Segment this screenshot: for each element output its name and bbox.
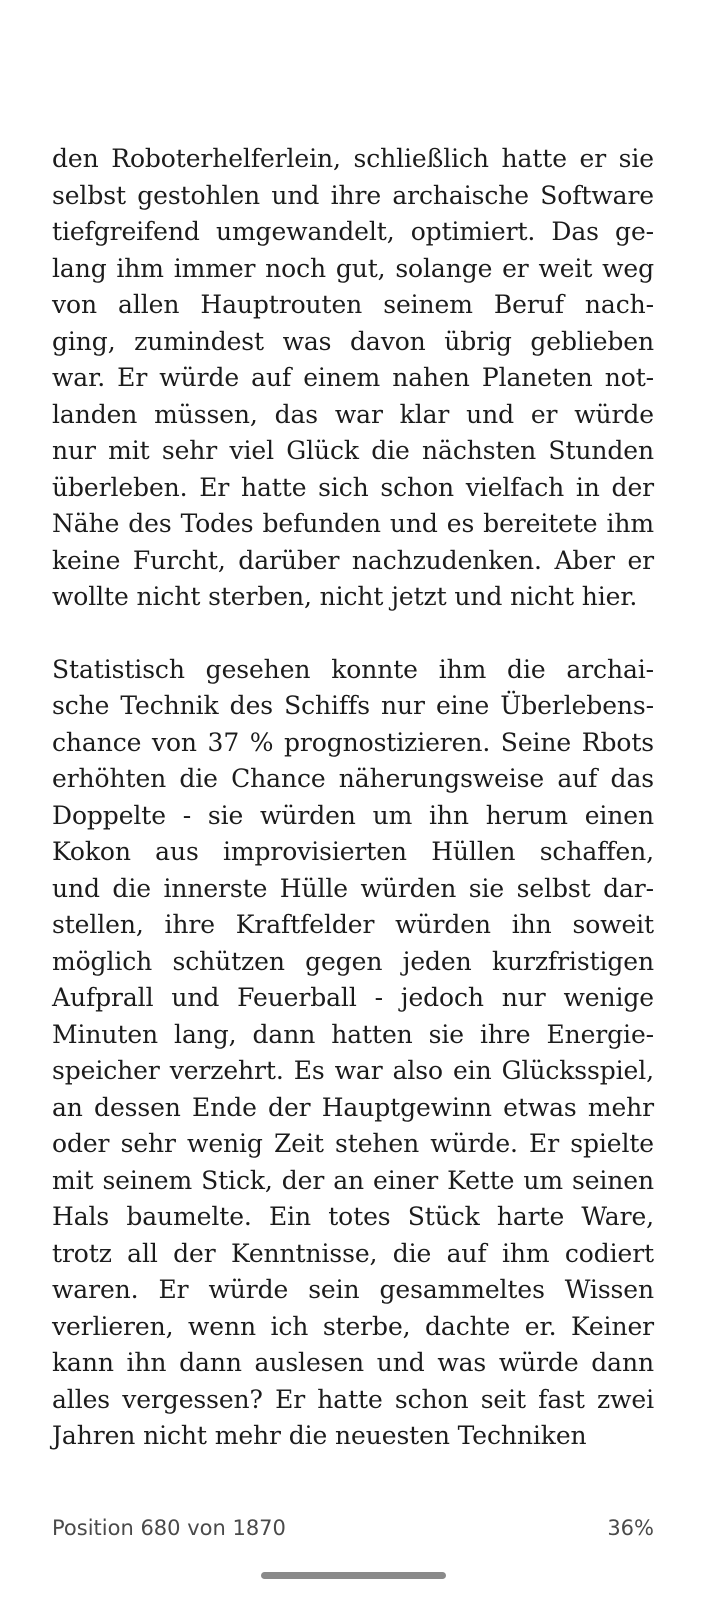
reading-progress-footer bbox=[52, 1512, 654, 1544]
text-line: lang ihm immer noch gut, solange er weit weg bbox=[52, 253, 654, 283]
text-line: von allen Hauptrouten seinem Beruf nach- bbox=[52, 290, 654, 319]
home-indicator-bar[interactable] bbox=[261, 1572, 446, 1579]
text-line: den Roboterhelferlein, schließlich hatte er sie bbox=[52, 144, 654, 173]
paragraph bbox=[52, 652, 654, 1455]
text-line: an dessen Ende der Hauptgewinn etwas mehr bbox=[52, 1092, 654, 1122]
text-line: stellen, ihre Kraftfelder würden ihn soweit bbox=[52, 910, 654, 939]
text-line: möglich schützen gegen jeden kurzfristigen bbox=[52, 946, 654, 976]
text-line: kann ihn dann auslesen und was würde dann bbox=[52, 1348, 654, 1377]
text-line: ging, zumindest was davon übrig geblieben bbox=[52, 326, 654, 356]
text-line: Hals baumelte. Ein totes Stück harte Ware, bbox=[52, 1202, 654, 1231]
text-line: und die innerste Hülle würden sie selbst dar- bbox=[52, 873, 654, 903]
text-line: wollte nicht sterben, nicht jetzt und nicht hier. bbox=[52, 582, 638, 611]
text-line: tiefgreifend umgewandelt, optimiert. Das ge- bbox=[52, 217, 654, 246]
text-line: waren. Er würde sein gesammeltes Wissen bbox=[52, 1275, 654, 1304]
text-line: Jahren nicht mehr die neuesten Techniken bbox=[52, 1421, 587, 1450]
book-text bbox=[52, 141, 654, 1455]
text-line: selbst gestohlen und ihre archaische Software bbox=[52, 180, 654, 210]
text-line: nur mit sehr viel Glück die nächsten Stunden bbox=[52, 436, 654, 465]
text-line: verlieren, wenn ich sterbe, dachte er. Keiner bbox=[52, 1311, 654, 1341]
text-line: landen müssen, das war klar und er würde bbox=[52, 399, 654, 429]
text-line: trotz all der Kenntnisse, die auf ihm codiert bbox=[52, 1238, 654, 1268]
text-line: oder sehr wenig Zeit stehen würde. Er spielte bbox=[52, 1129, 654, 1158]
text-line: mit seinem Stick, der an einer Kette um seinen bbox=[52, 1165, 654, 1195]
text-line: Nähe des Todes befunden und es bereitete ihm bbox=[52, 509, 654, 538]
text-line: erhöhten die Chance näherungsweise auf das bbox=[52, 764, 654, 793]
text-line: war. Er würde auf einem nahen Planeten not- bbox=[52, 363, 654, 392]
location-indicator[interactable]: Position 680 von 1870 bbox=[52, 1516, 286, 1540]
text-line: keine Furcht, darüber nachzudenken. Aber er bbox=[52, 545, 654, 575]
text-line: chance von 37 % prognostizieren. Seine Rbots bbox=[52, 727, 654, 757]
text-line: Aufprall und Feuerball - jedoch nur wenige bbox=[52, 983, 654, 1012]
text-line: Doppelte - sie würden um ihn herum einen bbox=[52, 800, 654, 830]
text-line: speicher verzehrt. Es war also ein Glücksspiel, bbox=[52, 1056, 654, 1085]
text-line: alles vergessen? Er hatte schon seit fast zwei bbox=[52, 1384, 654, 1414]
percent-read: 36% bbox=[607, 1516, 654, 1540]
paragraph bbox=[52, 141, 654, 616]
text-line: Kokon aus improvisierten Hüllen schaffen, bbox=[52, 837, 654, 866]
text-line: Minuten lang, dann hatten sie ihre Energie- bbox=[52, 1019, 654, 1049]
text-line: überleben. Er hatte sich schon vielfach in der bbox=[52, 472, 654, 502]
text-line: sche Technik des Schiffs nur eine Überlebens- bbox=[52, 691, 654, 720]
text-line: Statistisch gesehen konnte ihm die archai- bbox=[52, 654, 654, 684]
